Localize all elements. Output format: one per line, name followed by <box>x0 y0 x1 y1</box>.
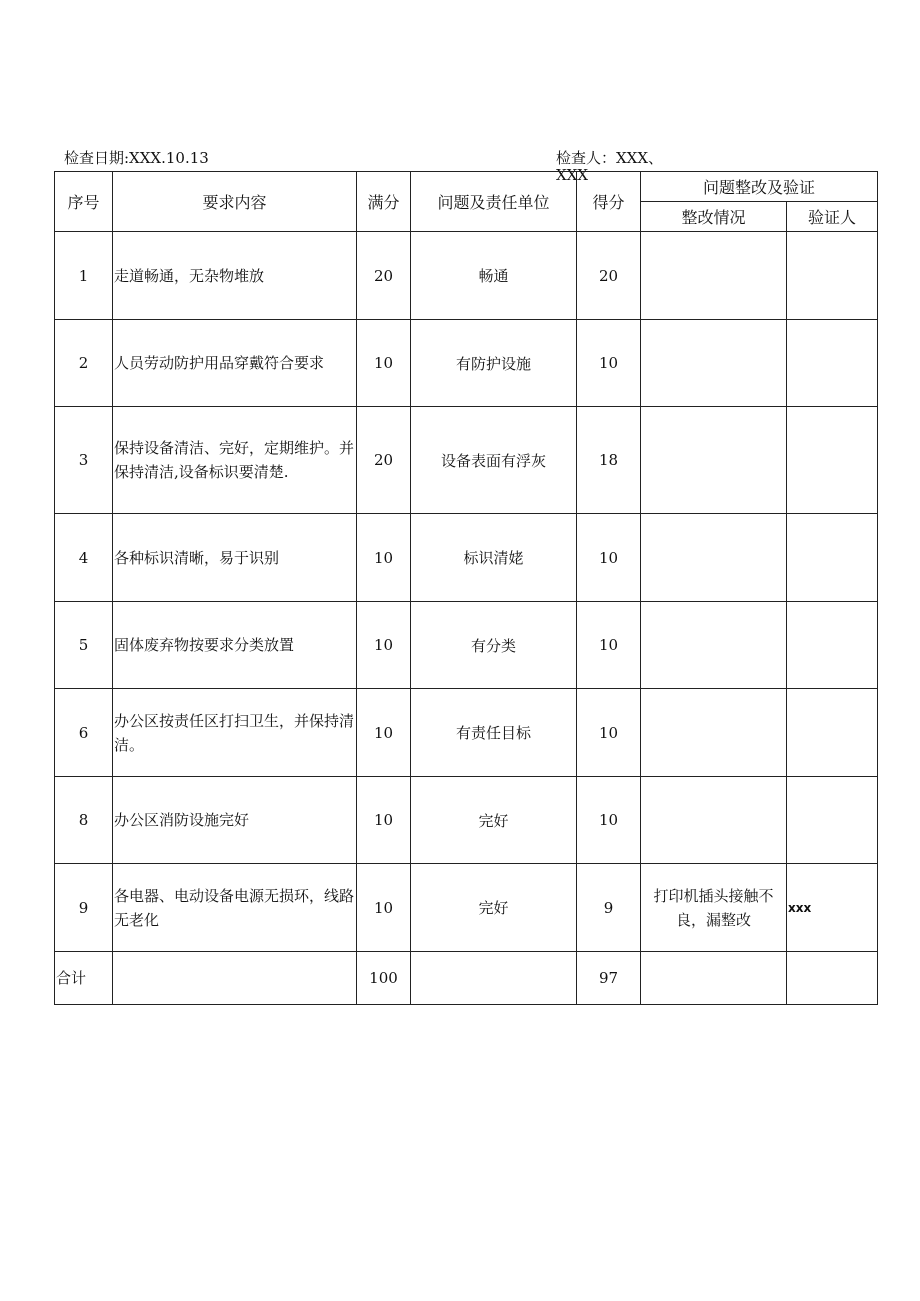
row-issue: 有分类 <box>411 602 577 689</box>
row-verifier <box>787 689 878 777</box>
row-seq: 9 <box>55 864 113 952</box>
header-rectification-group: 问题整改及验证 <box>641 172 878 202</box>
header-verifier: 验证人 <box>787 202 878 232</box>
inspection-date: 检查日期:XXX.10.13 <box>64 149 209 167</box>
row-full-score: 20 <box>357 232 411 320</box>
row-issue: 标识清姥 <box>411 514 577 602</box>
table-row <box>55 514 878 602</box>
header-full-score: 满分 <box>357 172 411 232</box>
row-seq: 3 <box>55 407 113 514</box>
row-full-score: 10 <box>357 602 411 689</box>
total-label: 合计 <box>55 952 113 1005</box>
row-issue: 完好 <box>411 864 577 952</box>
inspector-line-2: XXX <box>556 166 589 184</box>
header-issue: 问题及责任单位 <box>411 172 577 232</box>
row-requirement: 各种标识清晰，易于识别 <box>113 514 357 602</box>
row-verifier <box>787 320 878 407</box>
row-rectification <box>641 514 787 602</box>
row-score: 20 <box>577 232 641 320</box>
row-score: 18 <box>577 407 641 514</box>
row-rectification: 打印机插头接触不良，漏整改 <box>641 864 787 952</box>
row-seq: 5 <box>55 602 113 689</box>
row-seq: 6 <box>55 689 113 777</box>
row-verifier <box>787 777 878 864</box>
table-row <box>55 602 878 689</box>
row-seq: 2 <box>55 320 113 407</box>
total-full-score: 100 <box>357 952 411 1005</box>
total-verifier <box>787 952 878 1005</box>
row-score: 10 <box>577 514 641 602</box>
row-verifier <box>787 602 878 689</box>
row-score: 10 <box>577 602 641 689</box>
row-rectification <box>641 689 787 777</box>
total-issue <box>411 952 577 1005</box>
row-seq: 4 <box>55 514 113 602</box>
inspector-line-1: 检查人：XXX、 <box>556 149 664 167</box>
inspection-table <box>54 171 878 1005</box>
row-score: 9 <box>577 864 641 952</box>
total-rectification <box>641 952 787 1005</box>
row-requirement: 各电器、电动设备电源无损环，线路无老化 <box>113 864 357 952</box>
total-score: 97 <box>577 952 641 1005</box>
table-row <box>55 864 878 952</box>
row-full-score: 10 <box>357 514 411 602</box>
row-verifier <box>787 514 878 602</box>
row-requirement: 办公区消防设施完好 <box>113 777 357 864</box>
row-rectification <box>641 407 787 514</box>
total-requirement <box>113 952 357 1005</box>
row-rectification <box>641 232 787 320</box>
row-issue: 有防护设施 <box>411 320 577 407</box>
row-requirement: 固体废弃物按要求分类放置 <box>113 602 357 689</box>
table-row <box>55 689 878 777</box>
row-score: 10 <box>577 777 641 864</box>
row-issue: 完好 <box>411 777 577 864</box>
row-requirement: 走道畅通，无杂物堆放 <box>113 232 357 320</box>
header-requirement: 要求内容 <box>113 172 357 232</box>
row-full-score: 10 <box>357 864 411 952</box>
row-issue: 设备表面有浮灰 <box>411 407 577 514</box>
row-requirement: 办公区按责任区打扫卫生，并保持清洁。 <box>113 689 357 777</box>
row-requirement: 保持设备清洁、完好，定期维护。并保持清洁,设备标识要清楚. <box>113 407 357 514</box>
row-seq: 8 <box>55 777 113 864</box>
row-full-score: 20 <box>357 407 411 514</box>
header-seq: 序号 <box>55 172 113 232</box>
row-full-score: 10 <box>357 689 411 777</box>
row-verifier: xxx <box>787 864 878 952</box>
row-issue: 畅通 <box>411 232 577 320</box>
row-score: 10 <box>577 320 641 407</box>
row-seq: 1 <box>55 232 113 320</box>
table-row <box>55 232 878 320</box>
row-full-score: 10 <box>357 320 411 407</box>
row-requirement: 人员劳动防护用品穿戴符合要求 <box>113 320 357 407</box>
header-rectification: 整改情况 <box>641 202 787 232</box>
row-rectification <box>641 777 787 864</box>
row-full-score: 10 <box>357 777 411 864</box>
table-row <box>55 407 878 514</box>
total-row <box>55 952 878 1005</box>
row-score: 10 <box>577 689 641 777</box>
row-issue: 有责任目标 <box>411 689 577 777</box>
header-score: 得分 <box>577 172 641 232</box>
table-row <box>55 777 878 864</box>
row-rectification <box>641 320 787 407</box>
table-row <box>55 320 878 407</box>
row-verifier <box>787 407 878 514</box>
row-rectification <box>641 602 787 689</box>
row-verifier <box>787 232 878 320</box>
